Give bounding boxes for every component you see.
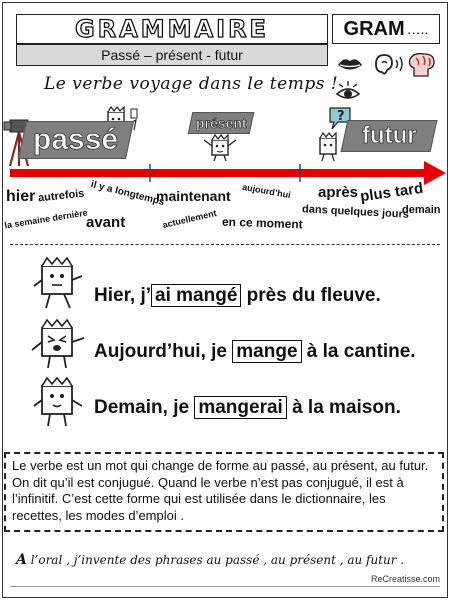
word-la-semaine-derniere: la semaine dernière: [3, 207, 89, 231]
future-label: [341, 120, 438, 152]
past-label-text: passé: [33, 123, 119, 156]
present-label-text: présent: [195, 115, 247, 131]
oral-instruction: [16, 552, 404, 568]
section-separator: [10, 244, 440, 245]
definition-box: [4, 452, 444, 532]
ear-icon: [376, 55, 402, 74]
example-sentence-past: [94, 285, 381, 307]
word-maintenant: maintenant: [156, 188, 231, 204]
word-hier: hier: [6, 188, 36, 205]
credit: ReCreatisse.com: [370, 574, 440, 584]
example-sentence-future: [94, 397, 401, 419]
page-title: GRAMMAIRE: [75, 15, 269, 43]
definition-text: Le verbe est un mot qui change de forme au passé, au présent, au futur. On dit qu’il est conjugué. Quand le verbe n’est pas conjugué, il est à l’infinitif. C’est cette forme qui est utilisée dans le dictionnaire, les recettes, les modes d’emploi .: [12, 458, 429, 523]
word-dans-quelques-jours: dans quelques jours: [301, 203, 410, 221]
time-arrow-head: [424, 161, 446, 185]
word-demain: demain: [402, 204, 441, 216]
example-sentence-present: [94, 341, 416, 363]
character-future-icon: [30, 374, 88, 430]
oral-first-letter: A: [16, 552, 27, 568]
character-present-icon: [202, 134, 238, 162]
character-past-walking-icon: [30, 256, 88, 312]
word-actuellement: actuellement: [161, 207, 218, 231]
future-label-text: futur: [361, 122, 417, 149]
oral-text: l’oral , j’invente des phrases au passé , au présent , au futur .: [26, 553, 405, 567]
example-future-before: Demain, je: [94, 397, 195, 418]
footer-rule: [10, 586, 440, 587]
word-avant: avant: [86, 214, 126, 231]
example-past-verb: ai mangé: [151, 284, 241, 307]
word-autrefois: autrefois: [37, 187, 85, 205]
word-apres: après: [318, 184, 359, 201]
svg-text:?: ?: [337, 109, 345, 124]
example-past-after: près du fleuve.: [241, 285, 381, 306]
senses-icons: [332, 50, 442, 80]
present-label: [188, 112, 255, 134]
word-aujourdhui: aujourd’hui: [241, 181, 292, 201]
example-present-before: Aujourd’hui, je: [94, 341, 233, 362]
example-present-verb: mange: [232, 340, 301, 363]
gram-dots: …..: [406, 21, 429, 37]
word-il-y-a-longtemps: il y a longtemps: [89, 179, 166, 209]
word-plus-tard: plus tard: [359, 179, 425, 206]
time-arrow: [10, 160, 446, 186]
character-present-eating-icon: [30, 316, 88, 372]
example-future-after: à la maison.: [286, 397, 401, 418]
example-past-before: Hier, j’: [94, 285, 152, 306]
lips-icon: [338, 59, 362, 69]
time-arrow-bar: [10, 169, 430, 177]
title-box: [16, 14, 328, 44]
gram-badge: [332, 14, 440, 44]
brain-icon: [410, 54, 435, 76]
past-label: [18, 121, 134, 159]
example-future-verb: mangerai: [194, 396, 286, 419]
page-subtitle: Passé – présent - futur: [101, 47, 243, 63]
eye-icon: [336, 80, 360, 102]
word-en-ce-moment: en ce moment: [221, 214, 303, 232]
example-present-after: à la cantine.: [301, 341, 416, 362]
tagline: Le verbe voyage dans le temps !: [44, 74, 339, 94]
gram-label: GRAM: [343, 17, 405, 40]
subtitle-box: [16, 44, 328, 66]
